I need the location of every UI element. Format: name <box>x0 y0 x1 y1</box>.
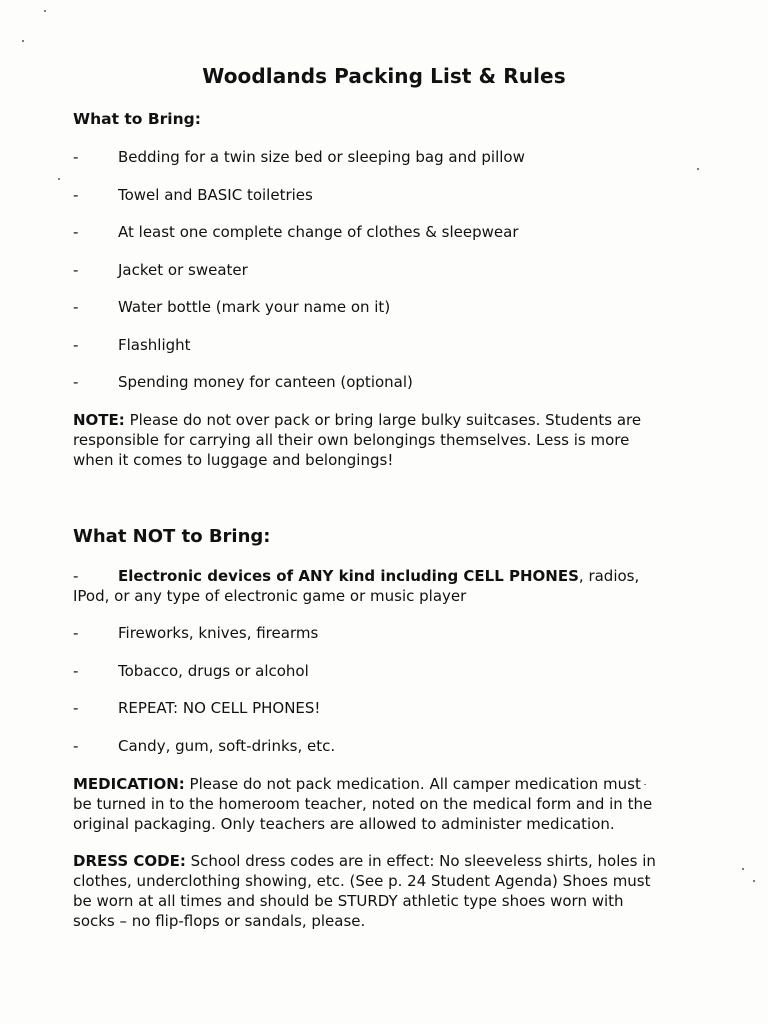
electronics-rest-text: , radios, <box>578 567 640 585</box>
dress-code-text: School dress codes are in effect: No sleeveless shirts, holes in clothes, underclothing showing, etc. (See p. 24 Student Agenda) Shoes must be worn at all times and should be STURDY athletic type shoes worn with socks – no flip-flops or sandals, please. <box>73 852 656 930</box>
scan-speck <box>697 168 699 170</box>
medication-label: MEDICATION: <box>73 775 185 793</box>
bullet-dash: - <box>73 662 79 680</box>
list-item-text: Flashlight <box>118 336 191 354</box>
electronics-bold-text: Electronic devices of ANY kind including CELL PHONES <box>118 567 579 585</box>
scan-speck <box>58 178 60 180</box>
list-item-text: Towel and BASIC toiletries <box>118 186 313 204</box>
scan-speck <box>644 784 646 785</box>
bullet-dash: - <box>73 298 79 316</box>
bullet-dash: - <box>73 336 79 354</box>
scan-speck <box>742 868 744 870</box>
note-label: NOTE: <box>73 411 125 429</box>
list-item-text: Fireworks, knives, firearms <box>118 624 319 642</box>
scan-speck <box>753 880 755 882</box>
dress-code-label: DRESS CODE: <box>73 852 186 870</box>
medication-text: Please do not pack medication. All camper medication must be turned in to the homeroom teacher, noted on the medical form and in the original packaging. Only teachers are allowed to administer medication. <box>73 775 653 833</box>
bullet-dash: - <box>73 567 79 585</box>
list-item-text: REPEAT: NO CELL PHONES! <box>118 699 321 717</box>
scan-speck <box>44 10 46 12</box>
note-text: Please do not over pack or bring large bulky suitcases. Students are responsible for carrying all their own belongings themselves. Less is more when it comes to luggage and belongings! <box>73 411 642 469</box>
list-item-text: Tobacco, drugs or alcohol <box>118 662 309 680</box>
electronics-second-line: IPod, or any type of electronic game or music player <box>73 587 467 605</box>
bullet-dash: - <box>73 624 79 642</box>
list-item-electronics <box>73 566 663 606</box>
bullet-dash: - <box>73 373 79 391</box>
what-not-to-bring-heading: What NOT to Bring: <box>73 526 271 547</box>
bullet-dash: - <box>73 186 79 204</box>
what-to-bring-heading: What to Bring: <box>73 110 201 128</box>
scan-speck <box>22 40 24 42</box>
list-item-text: At least one complete change of clothes & sleepwear <box>118 223 519 241</box>
bullet-dash: - <box>73 699 79 717</box>
bullet-dash: - <box>73 261 79 279</box>
page-title: Woodlands Packing List & Rules <box>202 64 566 88</box>
bullet-dash: - <box>73 148 79 166</box>
list-item-text: Candy, gum, soft-drinks, etc. <box>118 737 336 755</box>
bullet-dash: - <box>73 223 79 241</box>
medication-paragraph <box>73 774 663 834</box>
list-item-text: Bedding for a twin size bed or sleeping bag and pillow <box>118 148 525 166</box>
list-item-text: Jacket or sweater <box>118 261 248 279</box>
note-paragraph <box>73 410 663 470</box>
list-item-text: Spending money for canteen (optional) <box>118 373 413 391</box>
list-item-text: Water bottle (mark your name on it) <box>118 298 391 316</box>
dress-code-paragraph <box>73 851 663 931</box>
bullet-dash: - <box>73 737 79 755</box>
